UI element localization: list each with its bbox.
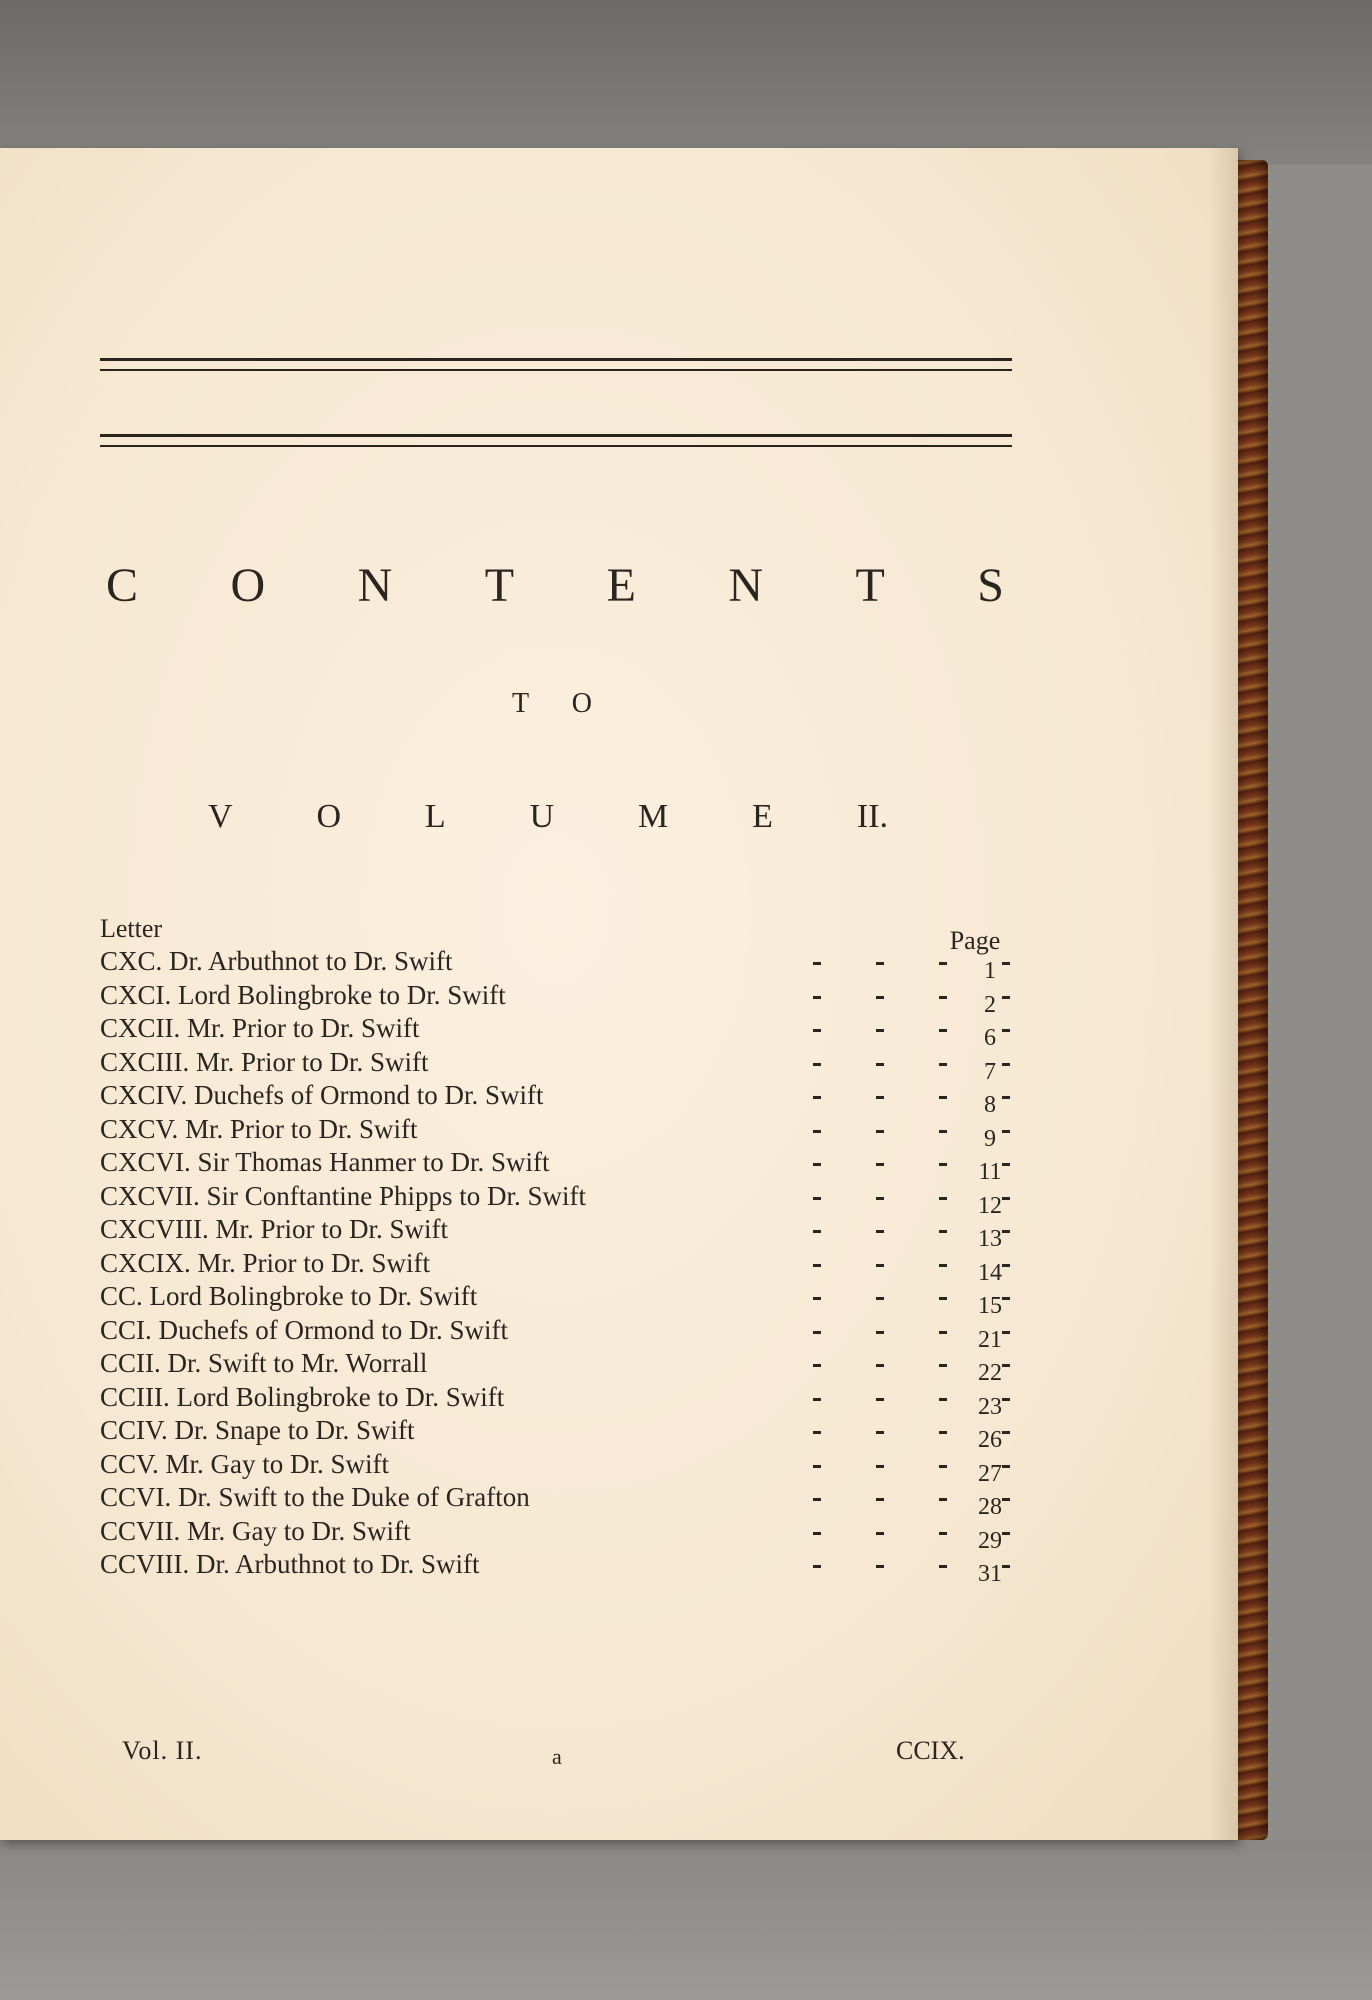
contents-entry (100, 1448, 1030, 1487)
contents-entry (100, 1046, 1030, 1085)
leader-dash (939, 1230, 947, 1233)
entry-title: CXCIV. Duchefs of Ormond to Dr. Swift (100, 1080, 544, 1110)
contents-entry (100, 946, 1030, 984)
leader-dash (876, 1063, 884, 1066)
leader-dash (876, 1364, 884, 1367)
entry-title: CXCIX. Mr. Prior to Dr. Swift (100, 1247, 431, 1278)
leader-dash (939, 1063, 947, 1066)
entry-page-number: 21 (978, 1326, 1002, 1353)
subtitle-letter: L (424, 798, 446, 835)
entry-page-number: 11 (978, 1159, 1002, 1185)
title-letter: C (106, 559, 141, 612)
leader-dash (939, 1130, 947, 1133)
leader-dash (939, 1264, 947, 1267)
title-letter: N (357, 559, 395, 612)
entry-title: CCVIII. Dr. Arbuthnot to Dr. Swift (100, 1549, 480, 1579)
leader-dash (876, 1264, 884, 1267)
entry-title: CCII. Dr. Swift to Mr. Worrall (100, 1348, 428, 1378)
entry-title: CCIII. Lord Bolingbroke to Dr. Swift (100, 1381, 505, 1412)
footer-signature: a (552, 1744, 562, 1769)
entry-page-number: 2 (984, 991, 996, 1018)
entry-title: CCIV. Dr. Snape to Dr. Swift (100, 1415, 415, 1445)
leader-dash (939, 962, 947, 965)
subtitle-letter: O (316, 798, 342, 835)
entry-page-number: 1 (984, 958, 996, 984)
contents-entry (100, 1214, 1030, 1252)
entry-title: CXC. Dr. Arbuthnot to Dr. Swift (100, 946, 453, 976)
contents-entry (100, 1381, 1030, 1420)
leader-dash (813, 996, 821, 999)
entry-page-number: 29 (978, 1527, 1002, 1554)
leader-dash (876, 1130, 884, 1133)
contents-entry (100, 1113, 1030, 1152)
subtitle-letter: E (752, 798, 773, 835)
column-header-letter: Letter (100, 914, 163, 943)
page-title (106, 558, 1006, 613)
entry-title: CXCVI. Sir Thomas Hanmer to Dr. Swift (100, 1147, 550, 1177)
entry-title: CCVI. Dr. Swift to the Duke of Grafton (100, 1482, 530, 1512)
entry-title: CXCVIII. Mr. Prior to Dr. Swift (100, 1214, 449, 1244)
leader-dash (939, 1029, 947, 1032)
entry-title: CCI. Duchefs of Ormond to Dr. Swift (100, 1314, 508, 1345)
footer-volume: Vol. II. (122, 1736, 203, 1765)
leader-dash (876, 1498, 884, 1501)
top-double-rule (100, 358, 1012, 379)
leader-dash (876, 1331, 884, 1334)
leader-dash (813, 1230, 821, 1233)
leader-dash (876, 962, 884, 965)
entry-title: CXCV. Mr. Prior to Dr. Swift (100, 1113, 418, 1144)
entry-title: CXCI. Lord Bolingbroke to Dr. Swift (100, 979, 506, 1010)
contents-entry (100, 1180, 1030, 1219)
rule-line (100, 434, 1012, 437)
contents-entry (100, 1147, 1030, 1185)
page-fold-shadow (1208, 148, 1238, 1840)
leader-dash (939, 996, 947, 999)
leader-dash (813, 1197, 821, 1200)
leader-dash (876, 1029, 884, 1032)
entry-title: CXCVII. Sir Conftantine Phipps to Dr. Swift (100, 1180, 587, 1211)
leader-dash (939, 1331, 947, 1334)
subtitle-to (512, 688, 592, 720)
contents-entry (100, 1080, 1030, 1118)
title-letter: T (484, 559, 517, 612)
entry-title: CXCIII. Mr. Prior to Dr. Swift (100, 1046, 429, 1077)
leader-dash (939, 1197, 947, 1200)
leader-dash (876, 1230, 884, 1233)
subtitle-letter: T (512, 688, 530, 719)
leader-dash (876, 1398, 884, 1401)
entry-page-number: 7 (984, 1058, 996, 1085)
leader-dash (813, 1063, 821, 1066)
rule-line (100, 358, 1012, 361)
leader-dash (939, 1163, 947, 1166)
leader-dash (939, 1364, 947, 1367)
contents-entry (100, 1281, 1030, 1319)
leader-dash (813, 1096, 821, 1099)
entry-page-number: 12 (978, 1192, 1002, 1219)
rule-line (100, 369, 1012, 371)
leader-dash (876, 1565, 884, 1568)
entry-page-number: 13 (978, 1226, 1002, 1252)
leader-dash (813, 1431, 821, 1434)
entry-page-number: 31 (978, 1561, 1002, 1587)
footer-catchword: CCIX. (896, 1736, 965, 1765)
leader-dash (813, 1465, 821, 1468)
subtitle-letter: V (208, 798, 233, 835)
contents-entry (100, 1415, 1030, 1453)
leader-dash (813, 1331, 821, 1334)
leader-dash (939, 1398, 947, 1401)
leader-dash (813, 962, 821, 965)
leader-dash (813, 1565, 821, 1568)
subtitle-letter: O (571, 688, 592, 719)
leader-dash (876, 1532, 884, 1535)
entry-title: CCVII. Mr. Gay to Dr. Swift (100, 1515, 411, 1546)
rule-line (100, 445, 1012, 447)
leader-dash (876, 1431, 884, 1434)
subtitle-letter: M (638, 798, 669, 835)
contents-entry (100, 979, 1030, 1018)
entry-page-number: 15 (978, 1293, 1002, 1319)
entry-page-number: 9 (984, 1125, 996, 1152)
entry-title: CCV. Mr. Gay to Dr. Swift (100, 1448, 390, 1479)
leader-dash (813, 1498, 821, 1501)
leader-dash (876, 996, 884, 999)
leader-dash (876, 1163, 884, 1166)
leader-dash (876, 1465, 884, 1468)
background-top (0, 0, 1372, 165)
column-header-page: Page (949, 926, 1001, 955)
title-letter: N (728, 559, 766, 612)
title-letter: E (606, 559, 638, 612)
contents-entry (100, 1515, 1030, 1554)
leader-dash (939, 1498, 947, 1501)
leader-dash (813, 1297, 821, 1300)
contents-entry (100, 1013, 1030, 1051)
contents-entry (100, 1247, 1030, 1286)
subtitle-letter: II. (856, 798, 888, 835)
leader-dash (813, 1163, 821, 1166)
contents-entry (100, 1482, 1030, 1520)
contents-list (100, 946, 1030, 1587)
leader-dash (813, 1264, 821, 1267)
entry-title: CC. Lord Bolingbroke to Dr. Swift (100, 1281, 478, 1311)
leader-dash (813, 1364, 821, 1367)
entry-page-number: 22 (978, 1360, 1002, 1386)
leader-dash (813, 1029, 821, 1032)
leader-dash (876, 1297, 884, 1300)
second-double-rule (100, 434, 1012, 455)
leader-dash (876, 1197, 884, 1200)
contents-entry (100, 1314, 1030, 1353)
contents-entry (100, 1348, 1030, 1386)
leader-dash (939, 1532, 947, 1535)
entry-page-number: 28 (978, 1494, 1002, 1520)
background-bottom (0, 1840, 1372, 2000)
leader-dash (939, 1431, 947, 1434)
book-page (0, 148, 1238, 1840)
title-letter: O (230, 559, 268, 612)
leader-dash (813, 1532, 821, 1535)
subtitle-letter: U (529, 798, 555, 835)
leader-dash (939, 1297, 947, 1300)
title-letter: T (855, 559, 887, 612)
leader-dash (939, 1565, 947, 1568)
entry-page-number: 14 (978, 1259, 1002, 1286)
entry-page-number: 6 (984, 1025, 996, 1051)
leader-dash (813, 1130, 821, 1133)
entry-title: CXCII. Mr. Prior to Dr. Swift (100, 1013, 420, 1043)
entry-page-number: 23 (978, 1393, 1002, 1420)
title-letter: S (977, 559, 1006, 612)
entry-page-number: 27 (978, 1460, 1002, 1487)
contents-entry (100, 1549, 1030, 1587)
leader-dash (939, 1096, 947, 1099)
leader-dash (813, 1398, 821, 1401)
leader-dash (876, 1096, 884, 1099)
entry-page-number: 26 (978, 1427, 1002, 1453)
entry-page-number: 8 (984, 1092, 996, 1118)
leader-dash (939, 1465, 947, 1468)
subtitle-volume (208, 798, 888, 836)
